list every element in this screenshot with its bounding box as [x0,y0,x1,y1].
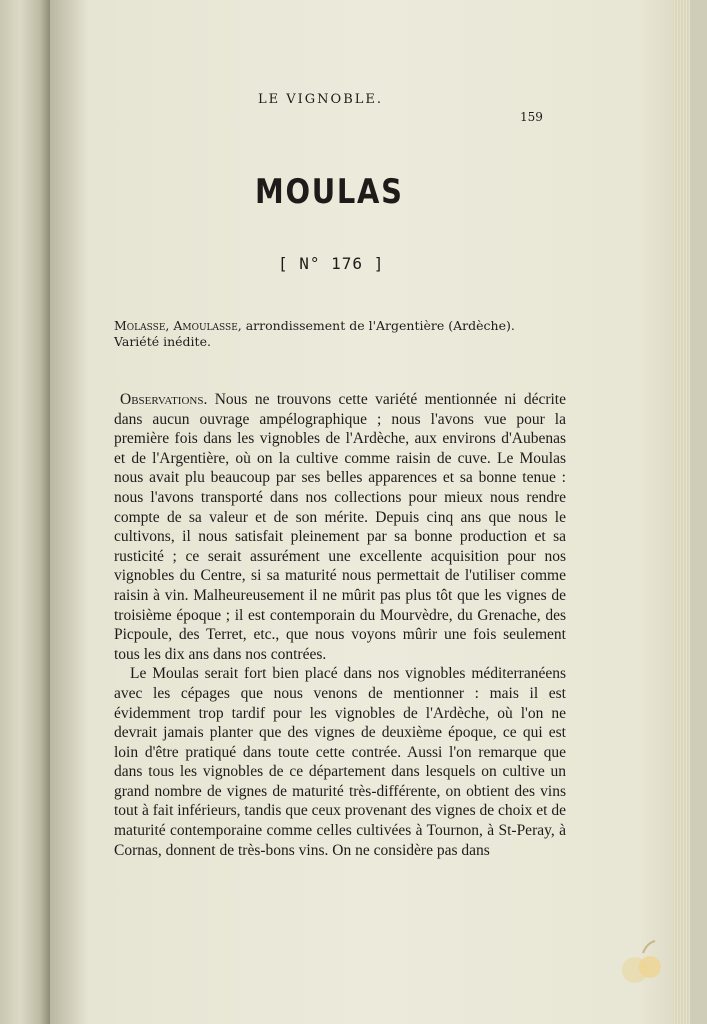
synonyms-location: arrondissement de l'Argentière (Ardèche). [241,318,515,333]
observations-label: Observations. [120,391,208,408]
entry-title: MOULAS [255,172,404,212]
synonyms-line [114,318,564,334]
page-edge [673,0,690,1024]
page-number: 159 [520,110,543,124]
body-text [114,390,566,860]
synonyms-block [114,318,564,350]
left-page-edge [0,0,50,1024]
fruit-watermark-icon [605,925,675,995]
running-head: LE VIGNOBLE. [258,92,384,107]
book-page [50,0,690,1024]
entry-number: [ N° 176 ] [278,254,385,273]
paragraph-2: Le Moulas serait fort bien placé dans nos vignobles méditerranéens avec les cépages que nous venons de mentionner : mais il est évidemment trop tardif pour les vignobles de l'Ardèche, où l'on ne devrait jamais planter que des vignes de deuxième époque, ce qui est loin d'être pratiqué dans toute cette contrée. Aussi l'on remarque que dans tous les vignobles de ce département dans lesquels on cultive un grand nombre de vignes de maturité très-différente, on obtient des vins tout à fait inférieurs, tandis que ceux provenant des vignes de choix et de maturité contemporaine comme celles cultivées à Tournon, à St-Peray, à Cornas, donnent de très-bons vins. On ne considère pas dans [114,665,566,859]
paragraph-observations [114,390,566,664]
variety-note: Variété inédite. [114,334,211,349]
paragraph-1-text: Nous ne trouvons cette variété mentionnée ni décrite dans aucun ouvrage ampélographique ; nous l'avons vue pour la première fois dans les vignobles de l'Ardèche, aux environs d'Aubenas et de l'Argentière, où on la cultive comme raisin de cuve. Le Moulas nous avait plu beaucoup par ses belles apparences et sa bonne tenue : nous l'avons transporté dans nos collections pour mieux nous rendre compte de sa valeur et de son mérite. Depuis cinq ans que nous le cultivons, il nous satisfait pleinement par sa bonne production et sa rusticité ; ce serait assurément une excellente acquisition pour nos vignobles du Centre, si sa maturité nous permettait de l'utiliser comme raisin à vin. Malheureusement il ne mûrit pas plus tôt que les vignes de troisième époque ; il est contemporain du Mourvèdre, du Grenache, des Picpoule, des Terret, etc., que nous voyons mûrir une fois seulement tous les dix ans dans nos contrées. [114,391,566,663]
synonyms-names: Molasse, Amoulasse, [114,318,242,333]
